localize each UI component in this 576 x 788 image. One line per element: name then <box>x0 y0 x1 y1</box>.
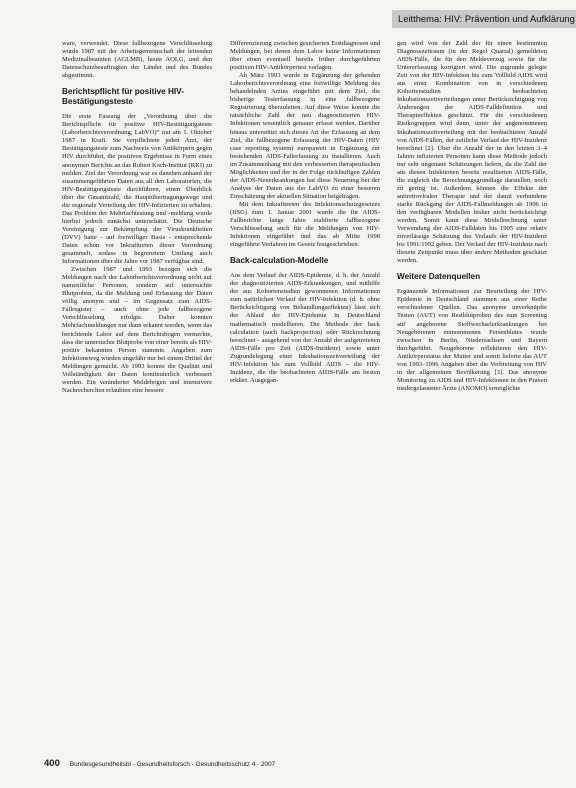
paragraph: Mit dem Inkrafttreten des Infektionsschutzgesetzes (IfSG) zum 1. Januar 2001 wurde die für AIDS-Fallberichte lange Jahre etablierte fallbezogene Verschlüsselung auch für die Meldungen von HIV-Infektionen eingeführt und das ab Mitte 1998 eingeführte Verfahren im Gesetz festgeschrieben. <box>230 200 380 249</box>
section-heading: Back-calculation-Modelle <box>230 256 329 266</box>
journal-citation: Bundesgesundheitsbl - Gesundheitsforsch - Gesundheitsschutz 4 · 2007 <box>69 761 276 768</box>
page-footer <box>44 758 275 769</box>
page-number: 400 <box>44 758 60 769</box>
paragraph: ware, verwendet. Diese fallbezogene Verschlüsselung wurde 1987 mit der Arbeitsgemeinschaft der leitenden Medizinalbeamten (AGLMB), heute AOLG, und den Datenschutzbeauftragten der Länder und des Bundes abgestimmt. <box>62 40 212 80</box>
paragraph: Zwischen 1987 und 1993 bezogen sich die Meldungen nach der Laborberichtsverordnung nicht auf namentliche Personen, sondern auf untersuchte Blutproben, da die Meldung und Erfassung der Daten völlig anonym und – im Gegensatz zum AIDS-Fallregister – auch ohne jede fallbezogene Verschlüsselung erfolgte. Daher konnten Mehrfachmeldungen nur dann erkannt werden, wenn das berichtende Labor auf dem Berichtsbogen vermerkte, dass die untersuchte Blutprobe von einer bereits als HIV-positiv bekannten Person stammte. Angaben zum Infektionsweg wurden ungefähr nur bei einem Drittel der Meldungen gemacht. Ab 1993 konnte die Qualität und Vollständigkeit der Daten kontinuierlich verbessert werden. Ein veränderter Meldebogen und intensivere Nachrecherchen erlaubten eine bessere <box>62 266 212 394</box>
section-heading: Weitere Datenquellen <box>397 272 481 282</box>
column-3 <box>397 40 547 393</box>
column-1 <box>62 40 212 395</box>
paragraph: Die erste Fassung der „Verordnung über die Berichtspflicht für positive HIV-Bestätigungsteste (Laborberichtsverordnung, LabVO)“ trat am 1. Oktober 1987 in Kraft. Sie verpflichtete jeden Arzt, der Bestätigungsteste zum Nachweis von Antikörpern gegen HIV durchführt, die positiven Ergebnisse in Form eines anonymen Berichts an das Robert Koch-Institut (RKI) zu melden. Ziel der Verordnung war es daneben anhand der zusammengeführten Daten aus all den Laboratorien, die HIV-Bestätigungsteste durchführen, einen Überblick über die Gesamtzahl, die Hauptübertragungswege und die regionale Verteilung der HIV-Infizierten zu erhalten. Das Problem der Mehrfachtestung und -meldung wurde hierbei jedoch zunächst unterschätzt. Die Deutsche Vereinigung zur Bekämpfung der Viruskrankheiten (DVV) hatte - auf freiwilliger Basis - entsprechende Daten schon vor Inkrafttreten dieser Verordnung gesammelt, sodass in begrenztem Umfang auch Informationen über die Jahre vor 1987 verfügbar sind. <box>62 113 212 266</box>
section-heading: Berichtspflicht für positive HIV-Bestätigungsteste <box>62 87 184 107</box>
paragraph: gen wird von der Zahl der für einen bestimmten Diagnosezeitraum (in der Regel Quartal) gemeldeten AIDS-Fälle, die für den Meldeverzug sowie für die Untererfassung korrigiert wird. Die zugrunde gelegte Zeit von der HIV-Infektion bis zum Vollbild AIDS wird aus einer Kombination von in verschiedenen Kohortenstudien beobachteten Inkubationszeitverteilungen unter Berücksichtigung von Änderungen der AIDS-Falldefinition und Therapieeffekten geschätzt. Für die verschiedenen Risikogruppen wird dann, unter der angenommenen Inkubationszeitverteilung mit der beobachteten Anzahl von AIDS-Fällen, der zeitliche Verlauf der HIV-Inzidenz berechnet [2]. Über die Anzahl der in den letzten 3–4 Jahren infizierten Personen kann diese Methode jedoch nur sehr ungenaue Schätzungen liefern, da die Zahl der aus diesen Infektionen bereits resultierten AIDS-Fälle, die zugleich die Berechnungsgrundlage darstellen, noch zu gering ist. Außerdem können die Effekte der antiretroviralen Therapie und der damit verbundene starke Rückgang der AIDS-Fallmeldungen ab 1996 in den verfügbaren Modellen bisher nicht berücksichtigt werden. Somit kann diese Modellrechnung unter Verwendung der AIDS-Falldaten bis 1995 eine relativ zuverlässige Schätzung des Verlaufs der HIV-Inzidenz bis 1991/1992 geben. Der Verlauf der HIV-Inzidenz nach diesem Zeitpunkt muss über andere Methoden geschätzt werden. <box>397 40 547 265</box>
paragraph: Differenzierung zwischen gesicherten Erstdiagnosen und Meldungen, bei denen dem Labor keine Informationen über einen eventuell bereits früher durchgeführten positiven HIV-Antikörpertest vorlagen. <box>230 40 380 72</box>
paragraph: Ergänzende Informationen zur Beurteilung der HIV-Epidemie in Deutschland stammen aus einer Reihe verschiedener Quellen. Das anonyme unverknüpfte Testen (AUT) von Restblutproben des zum Screening auf angeborene Stoffwechselerkrankungen bei Neugeborenen entnommenen Fersenblutes wurde zwischen in Berlin, Niedersachsen und Bayern durchgeführt. Neugeborene reflektieren den HIV-Antikörperstatus der Mutter und somit lieferte das AUT von 1993–1996 Angaben über die Verbreitung von HIV in der allgemeinen Bevölkerung [3]. Das anonyme Monitoring zu AIDS und HIV-Infektionen in den Praxen niedergelassener Ärzte (ANOMO) ermöglichte <box>397 288 547 392</box>
leitthema-header: Leitthema: HIV: Prävention und Aufklärung <box>392 10 576 28</box>
paragraph: Ab März 1993 wurde in Ergänzung der gehenden Laborberichtsverordnung eine freiwillige Meldung des behandelnden Arztes eingeführt mit dem Ziel, die bisherige Testerfassung in eine fallbezogene Registrierung überzuleiten. Auf diese Weise konnte die tatsächliche Zahl der neu diagnostizierten HIV-Infektionen wesentlich genauer erfasst werden. Darüber hinaus unterstützt sich dieses Art der Erfassung an dem Ziel, die fallbezogene Erfassung der HIV-Daten (HIV case reporting system) europaweit in Ergänzung zur bestehenden AIDS-Fallerfassung zu installieren. Auch im Zusammenhang mit den verbesserten therapeutischen Möglichkeiten und der in der Folge rückläufigen Zahlen der AIDS-Neuerkrankungen hat diese Neuerung bei der Analyse der Daten aus der LabVO zu einer besseren Einschätzung der aktuellen Situation beigetragen. <box>230 72 380 200</box>
paragraph: Aus dem Verlauf der AIDS-Epidemie, d. h. der Anzahl der diagnostizierten AIDS-Erkrankungen, und mithilfe der aus Kohortenstudien gewonnenen Informationen zum natürlichen Verlauf der HIV-Infektion (d. h. ohne Berücksichtigung von Behandlungseffekten) lässt sich der Ablauf der HIV-Epidemie in Deutschland mathematisch modellieren. Die Methode der back calculation (auch backprojection) oder Rückrechnung berechnet - ausgehend von der Anzahl der aufgetretenen AIDS-Fälle pro Zeit (AIDS-Inzidenz) sowie unter Zugrundelegung einer Inkubationszeitverteilung der HIV-Infektion bis zum Vollbild AIDS – die HIV-Inzidenz, die die beobachteten AIDS-Fälle am besten erklärt. Ausgegan- <box>230 272 380 384</box>
column-2 <box>230 40 380 385</box>
